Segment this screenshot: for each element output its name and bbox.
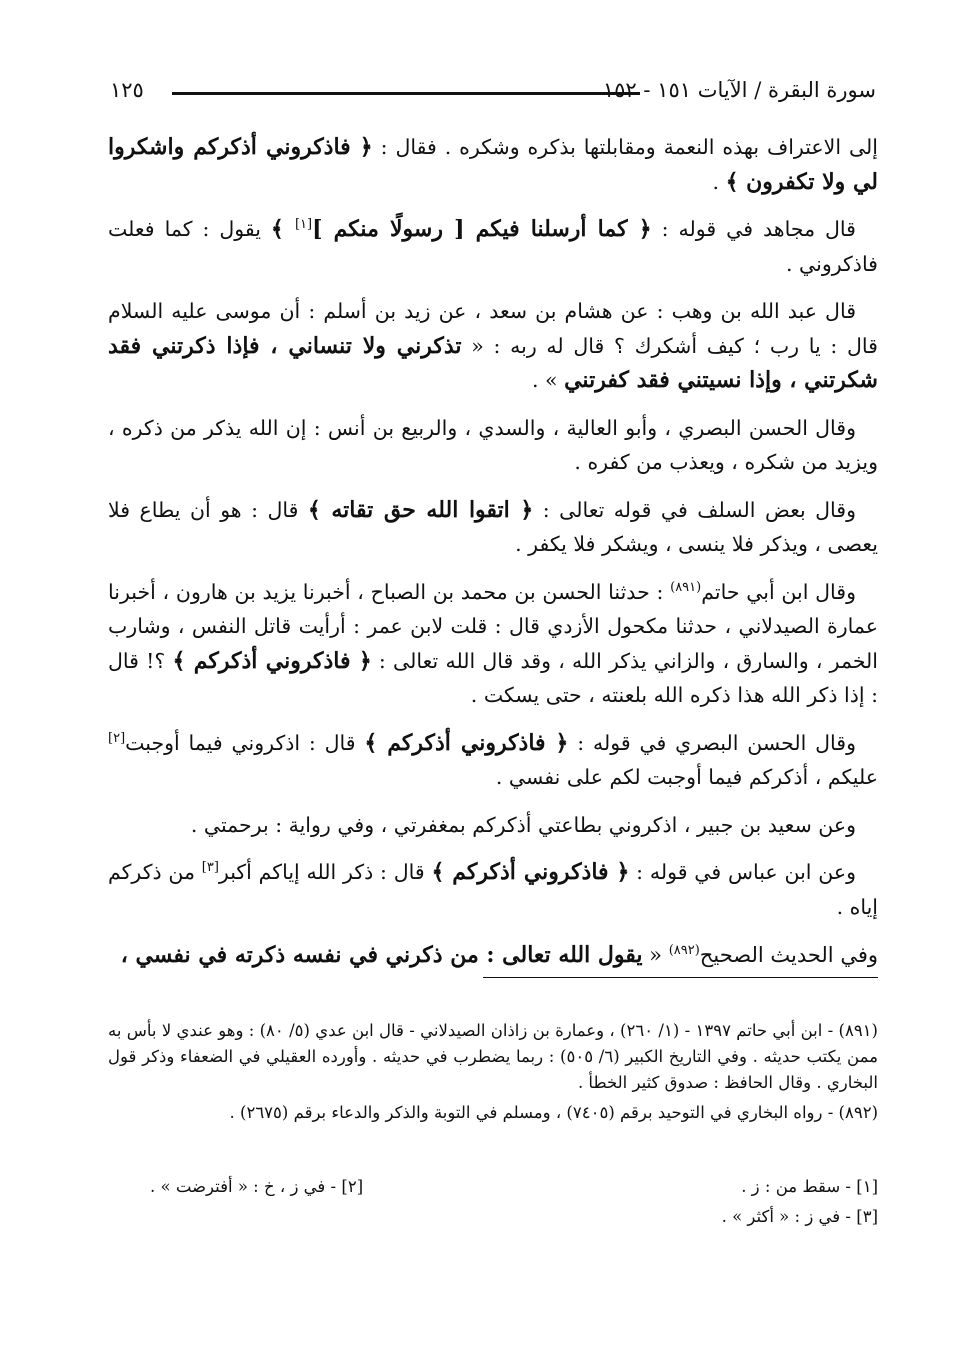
text: وقال الحسن البصري ، وأبو العالية ، والسدي ، والربيع بن أنس : إن الله يذكر من ذكره ، ويزيد من شكره ، ويعذب من كفره . <box>108 415 878 474</box>
variant-ref-2[interactable]: [٢] <box>108 730 126 746</box>
quran-verse: ﴿ فاذكروني أذكركم واشكروا لي ولا تكفرون ﴾ <box>108 134 878 195</box>
text: قال : ذكر الله إياكم أكبر <box>218 860 432 884</box>
variant-notes-row-2 <box>150 1202 878 1232</box>
paragraph-5 <box>108 493 878 562</box>
footnote-891: (٨٩١) - ابن أبي حاتم ١٣٩٧ - (١/ ٢٦٠) ، وعمارة بن زاذان الصيدلاني - قال ابن عدي (٥/ ٨٠) : وهو عندي لا بأس به ممن يكتب حديثه . وفي التاريخ الكبير (٦/ ٥٠٥) : ربما يضطرب في حديثه . وأورده العقيلي في الضعفاء وذكر قول البخاري . وقال الحافظ : صدوق كثير الخطأ . <box>108 1021 878 1092</box>
text: إلى الاعتراف بهذه النعمة ومقابلتها بذكره وشكره . فقال : <box>372 135 878 159</box>
footnote-ref-892[interactable]: (٨٩٢) <box>668 943 700 958</box>
quran-verse: ﴿ فاذكروني أذكركم ﴾ <box>172 647 372 674</box>
paragraph-3 <box>108 294 878 398</box>
text: . <box>712 169 726 194</box>
text: ؟! قال : إذا ذكر الله هذا ذكره الله بلعنته ، حتى يسكت . <box>108 648 878 707</box>
text: من ذكركم إياه . <box>108 860 878 919</box>
quran-verse: ﴿ فاذكروني أذكركم ﴾ <box>431 859 630 885</box>
paragraph-7 <box>108 726 878 795</box>
footnote-892: (٨٩٢) - رواه البخاري في التوحيد برقم (٧٤٠٥) ، ومسلم في التوبة والذكر والدعاء برقم (٢٦٧٥) . <box>229 1103 878 1122</box>
paragraph-10 <box>120 937 878 978</box>
variant-ref-1[interactable]: [١] <box>294 217 313 233</box>
variant-note-3: [٣] - في ز : « أكثر » . <box>721 1207 878 1226</box>
text: » . <box>532 368 565 392</box>
running-title: سورة البقرة / الآيات ١٥١ - ١٥٢ <box>602 78 876 102</box>
variant-notes-row-1 <box>150 1172 878 1202</box>
paragraph-8 <box>108 808 878 843</box>
text: « <box>642 943 669 967</box>
text: قال مجاهد في قوله : <box>651 217 856 241</box>
page-number: ١٢٥ <box>110 78 144 102</box>
text: يقول : كما فعلت فاذكروني . <box>108 217 878 276</box>
text: وعن سعيد بن جبير ، اذكروني بطاعتي أذكركم بمغفرتي ، وفي رواية : برحمتي . <box>190 812 856 837</box>
hadith-text: يقول الله تعالى : من ذكرني في نفسه ذكرته في نفسي ، <box>120 942 643 968</box>
paragraph-2 <box>108 212 878 281</box>
text: وفي الحديث الصحيح <box>699 943 878 967</box>
variant-ref-3[interactable]: [٣] <box>201 860 219 876</box>
text: قال عبد الله بن وهب : عن هشام بن سعد ، عن زيد بن أسلم : أن موسى عليه السلام قال : يا رب ؛ كيف أشكرك ؟ قال له ربه : « <box>108 299 878 358</box>
paragraph-6 <box>108 575 878 713</box>
hadith-qudsi: تذكرني ولا تنساني ، فإذا ذكرتني فقد شكرتني ، وإذا نسيتني فقد كفرتني <box>108 332 878 393</box>
text: عليكم ، أذكركم فيما أوجبت لكم على نفسي . <box>495 765 878 789</box>
footnotes <box>108 1018 878 1130</box>
text: قال : اذكروني فيما أوجبت <box>125 730 365 755</box>
quran-verse: ﴿ فاذكروني أذكركم ﴾ <box>364 729 569 756</box>
quran-verse: ﴿ اتقوا الله حق تقاته ﴾ <box>307 496 534 523</box>
text: وقال الحسن البصري في قوله : <box>568 730 856 755</box>
header-rule <box>172 92 640 95</box>
main-text <box>108 130 878 978</box>
paragraph-1 <box>108 130 878 199</box>
paragraph-9 <box>108 855 878 924</box>
page-header <box>110 78 876 118</box>
text: وقال بعض السلف في قوله تعالى : <box>533 497 856 522</box>
text: قال : هو أن يطاع فلا يعصى ، ويذكر فلا ينسى ، ويشكر فلا يكفر . <box>108 497 878 556</box>
quran-verse: ﴿ كما أرسلنا فيكم [ رسولًا منكم ] <box>312 216 652 242</box>
quran-verse-close: ﴾ <box>270 216 295 242</box>
text: وقال ابن أبي حاتم <box>701 579 856 604</box>
footnote-ref-891[interactable]: (٨٩١) <box>670 579 702 595</box>
variant-notes <box>150 1172 878 1232</box>
variant-note-1: [١] - سقط من : ز . <box>741 1177 878 1196</box>
variant-note-2: [٢] - في ز ، خ : « أفترضت » . <box>150 1177 364 1196</box>
paragraph-4 <box>108 411 878 480</box>
text: وعن ابن عباس في قوله : <box>629 860 856 884</box>
text: : حدثنا الحسن بن محمد بن الصباح ، أخبرنا يزيد بن هارون ، أخبرنا عمارة الصيدلاني ، حدثنا مكحول الأزدي قال : قلت لابن عمر : أرأيت قاتل النفس ، وشارب الخمر ، والسارق ، والزاني يذكر الله ، وقد قال الله تعالى : <box>108 579 879 673</box>
